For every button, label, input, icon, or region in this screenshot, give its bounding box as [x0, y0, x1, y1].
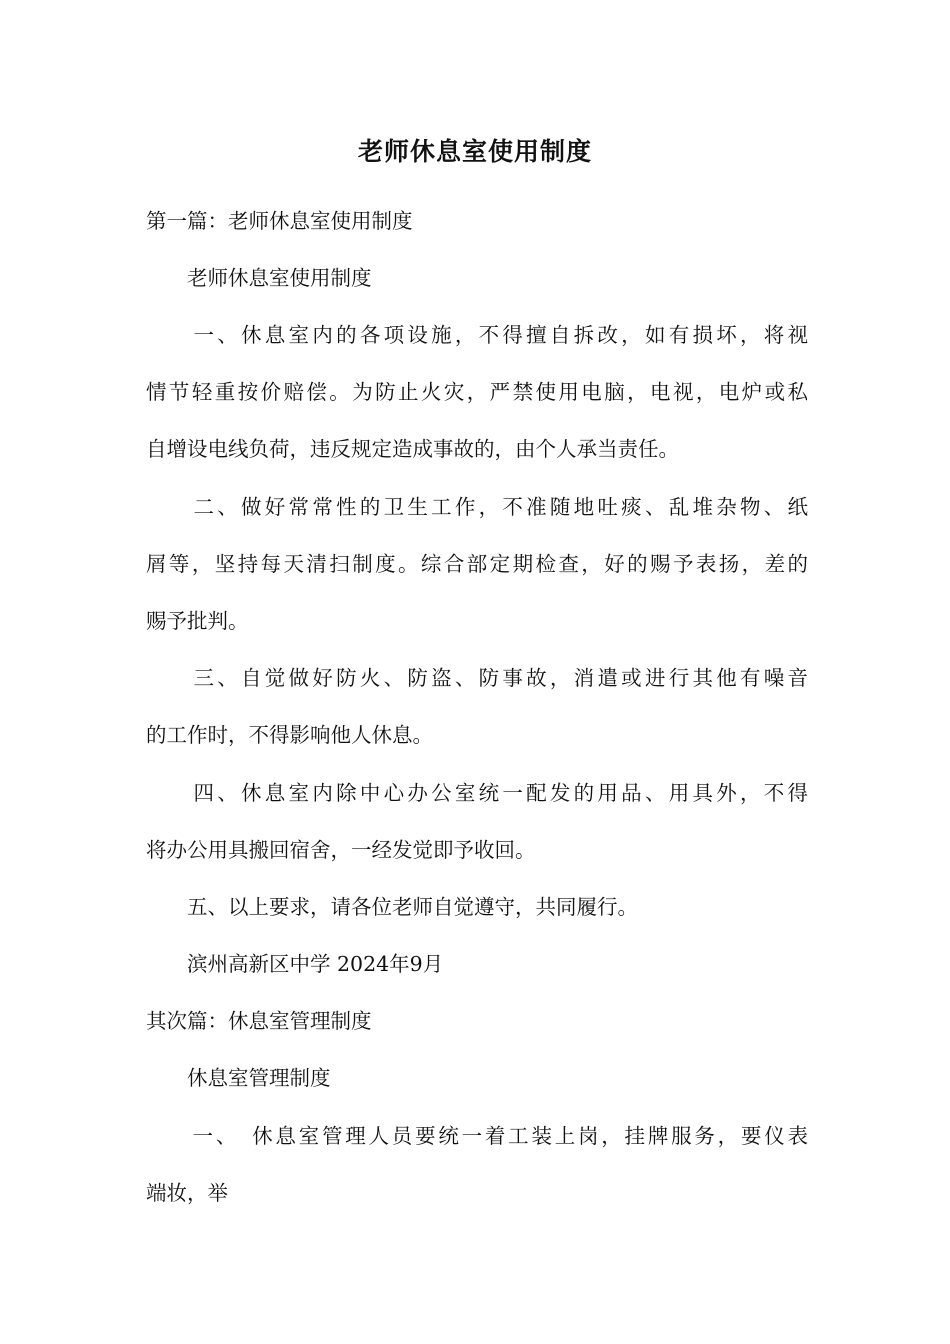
paragraph-line: 五、以上要求，请各位老师自觉遵守，共同履行。: [146, 895, 638, 919]
section-subtitle-1: 老师休息室使用制度: [146, 266, 372, 290]
paragraph-line: 四、休息室内除中心办公室统一配发的用品、用具外，不得: [146, 781, 808, 805]
paragraph-line: 屑等，坚持每天清扫制度。综合部定期检查，好的赐予表扬，差的: [146, 552, 808, 576]
paragraph-line: 赐予批判。: [146, 609, 249, 633]
section-heading-2: 其次篇：休息室管理制度: [146, 1009, 372, 1033]
document-title: 老师休息室使用制度: [357, 137, 592, 166]
section-subtitle-2: 休息室管理制度: [146, 1066, 331, 1090]
paragraph-line: 一、 休息室管理人员要统一着工装上岗，挂牌服务，要仪表: [146, 1124, 808, 1148]
paragraph-line: 端妆，举: [146, 1181, 228, 1205]
paragraph-line: 二、做好常常性的卫生工作，不准随地吐痰、乱堆杂物、纸: [146, 495, 808, 519]
paragraph-line: 的工作时，不得影响他人休息。: [146, 723, 433, 747]
section-heading-1: 第一篇：老师休息室使用制度: [146, 209, 413, 233]
paragraph-line: 三、自觉做好防火、防盗、防事故，消遣或进行其他有噪音: [146, 666, 808, 690]
paragraph-line: 将办公用具搬回宿舍，一经发觉即予收回。: [146, 838, 536, 862]
paragraph-line: 一、休息室内的各项设施，不得擅自拆改，如有损坏，将视: [146, 323, 808, 347]
paragraph-line: 自增设电线负荷，违反规定造成事故的，由个人承当责任。: [146, 437, 679, 461]
signature-line: 滨州高新区中学 2024年9月: [146, 952, 444, 976]
paragraph-line: 情节轻重按价赔偿。为防止火灾，严禁使用电脑，电视，电炉或私: [146, 380, 808, 404]
